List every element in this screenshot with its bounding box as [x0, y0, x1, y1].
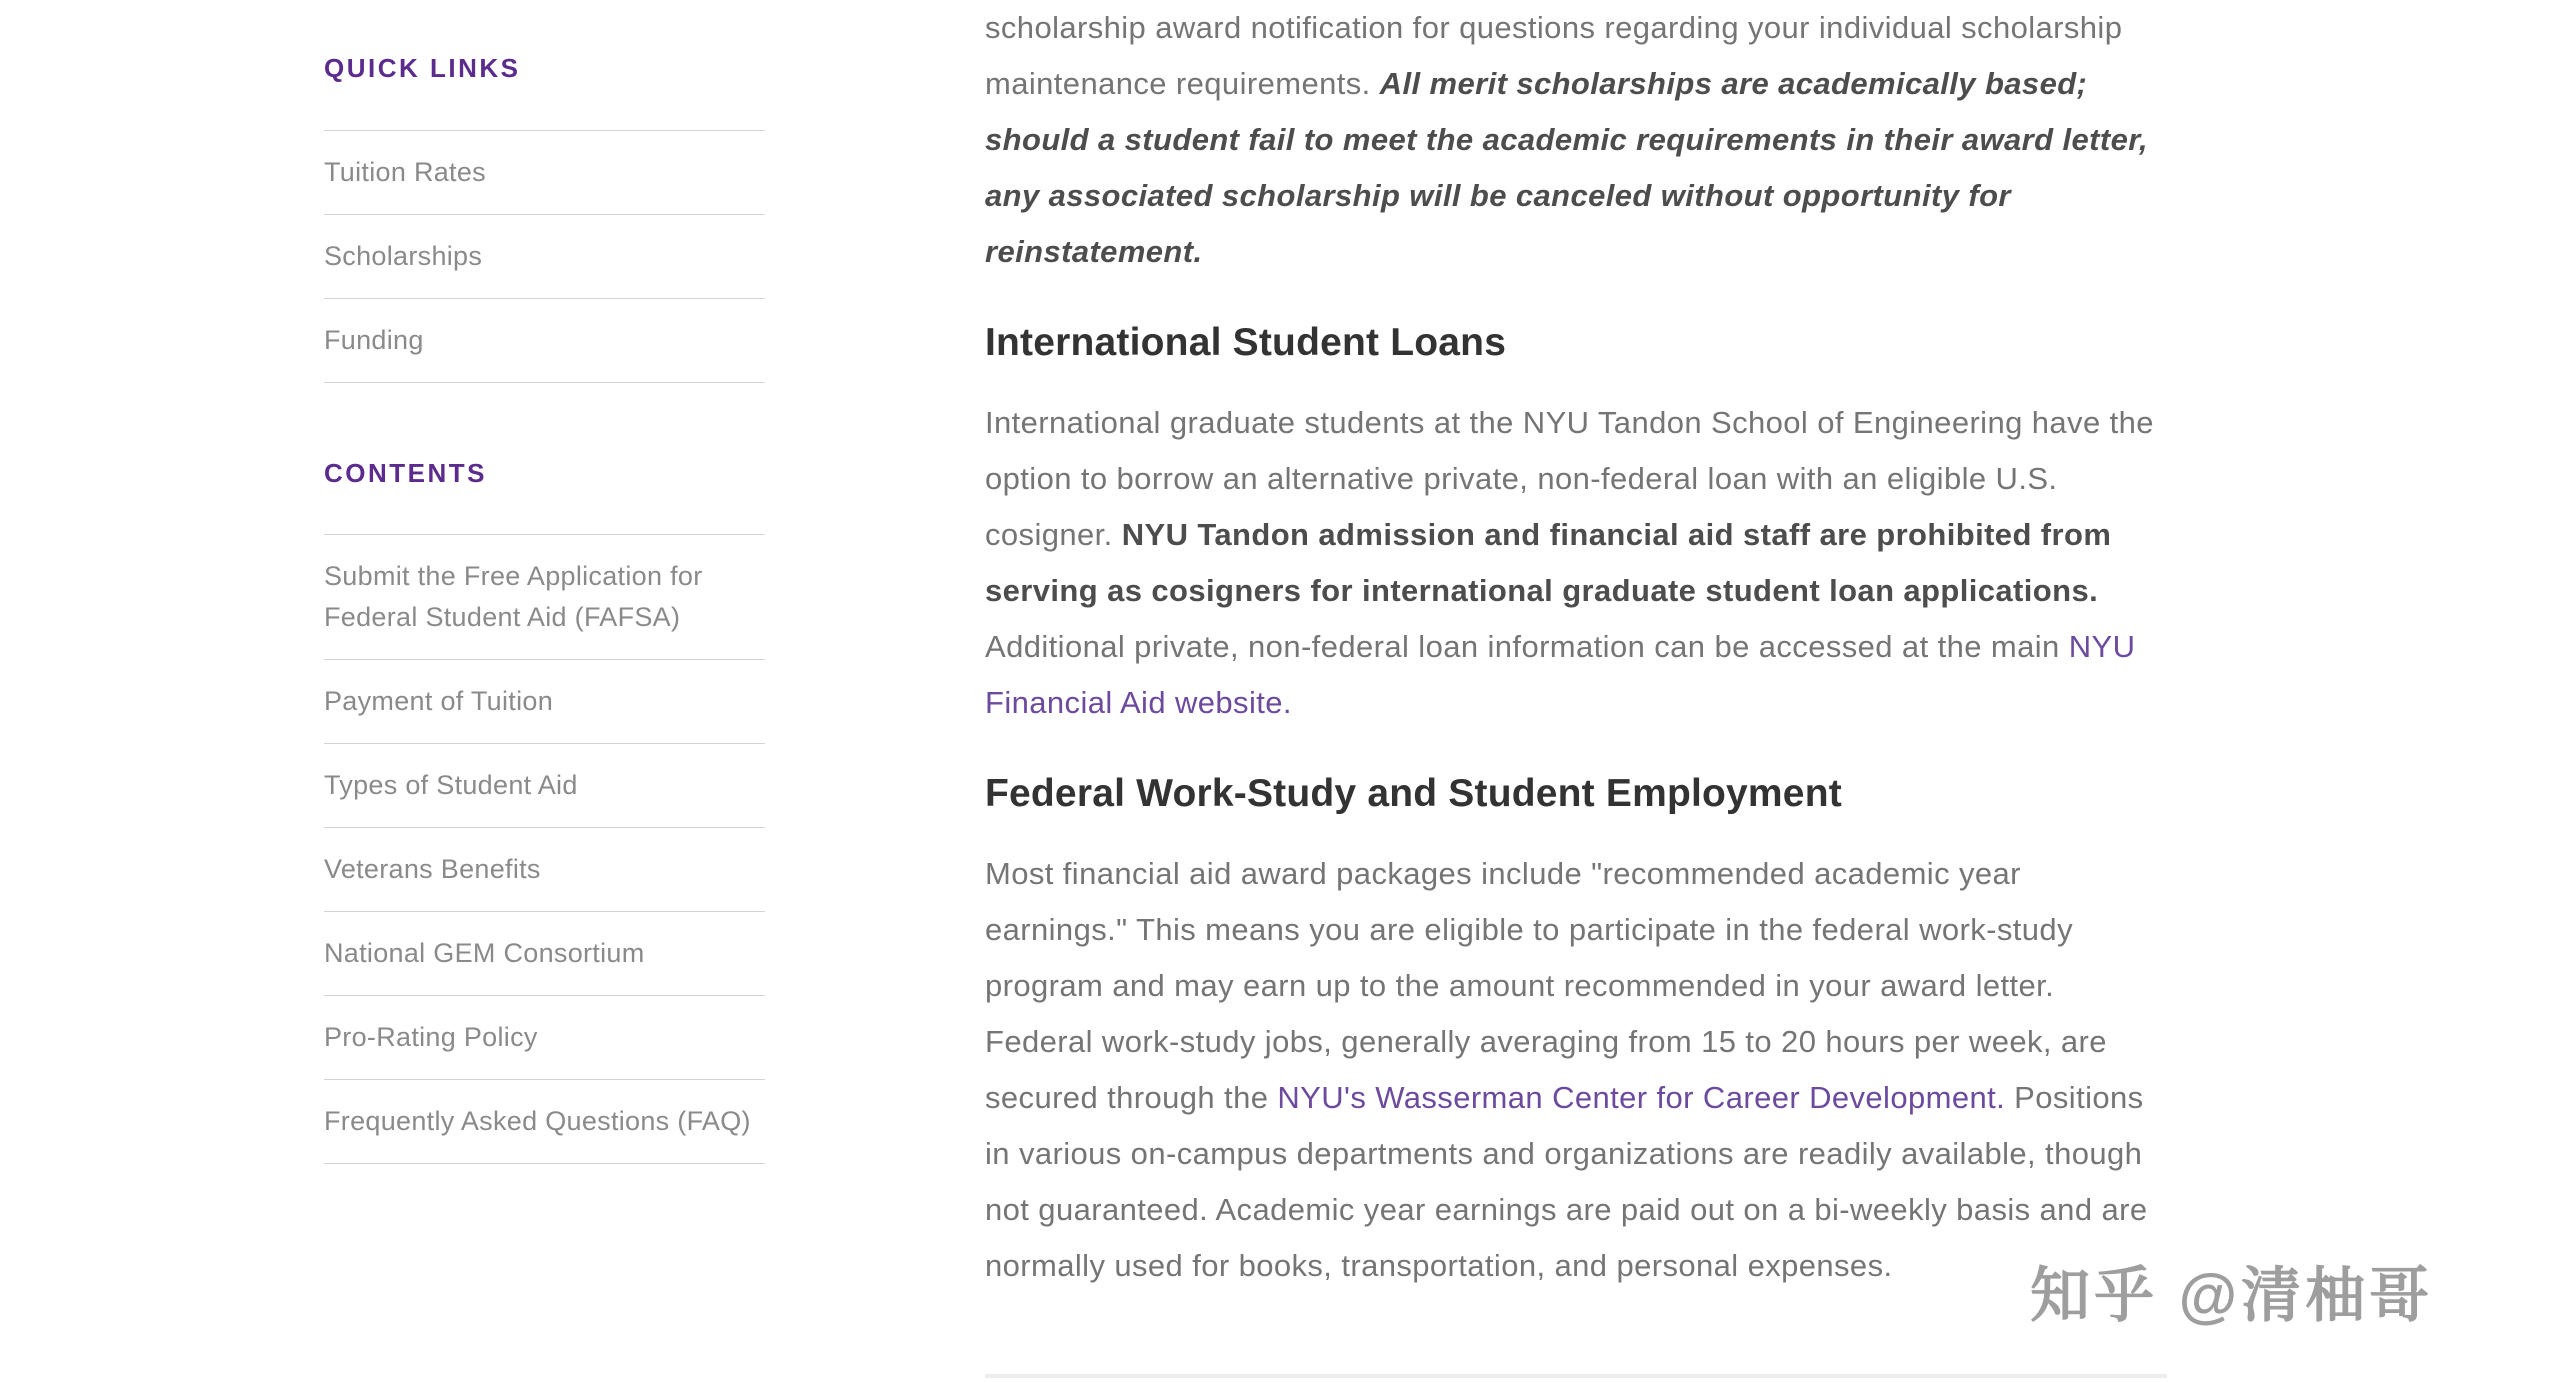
work-study-text-1: Most financial aid award packages include "recommended academic year earnings." This means you are eligible to participate in the federal work-study program and may earn up to the amount recommended in your award letter. Federal work-study jobs, generally averaging from 15 to 20 hours per week, are secured through the: [985, 856, 2107, 1115]
sidebar-item-national-gem-consortium[interactable]: National GEM Consortium: [324, 912, 765, 996]
zhihu-watermark: 知乎 @清柚哥: [2030, 1262, 2434, 1329]
international-loans-paragraph: [985, 395, 2170, 731]
sidebar-item-faq[interactable]: Frequently Asked Questions (FAQ): [324, 1080, 765, 1164]
section-divider: [985, 1374, 2167, 1378]
heading-international-student-loans: International Student Loans: [985, 321, 1507, 364]
sidebar-item-types-of-student-aid[interactable]: Types of Student Aid: [324, 744, 765, 828]
quick-links-list: [324, 130, 765, 383]
sidebar-item-pro-rating-policy[interactable]: Pro-Rating Policy: [324, 996, 765, 1080]
loans-text-1: International graduate students at the NYU Tandon School of Engineering have the option to borrow an alternative private, non-federal loan with an eligible U.S. cosigner.: [985, 405, 2154, 552]
nyu-financial-aid-website-link[interactable]: NYU Financial Aid website.: [985, 629, 2136, 720]
sidebar-item-fafsa[interactable]: Submit the Free Application for Federal Student Aid (FAFSA): [324, 535, 765, 660]
heading-federal-work-study: Federal Work-Study and Student Employment: [985, 772, 1842, 815]
loans-text-2: Additional private, non-federal loan information can be accessed at the main: [985, 629, 2069, 664]
quick-links-title: QUICK LINKS: [324, 53, 521, 83]
sidebar-item-scholarships[interactable]: Scholarships: [324, 215, 765, 299]
intro-lead-text: scholarship award notification for questions regarding your individual scholarship maintenance requirements.: [985, 10, 2123, 101]
work-study-text-2: Positions in various on-campus departments and organizations are readily available, though not guaranteed. Academic year earnings are paid out on a bi-weekly basis and are normally used for books, transportation, and personal expenses.: [985, 1080, 2148, 1283]
sidebar-item-payment-of-tuition[interactable]: Payment of Tuition: [324, 660, 765, 744]
sidebar-item-veterans-benefits[interactable]: Veterans Benefits: [324, 828, 765, 912]
article-content: [985, 0, 2170, 1334]
sidebar-item-tuition-rates[interactable]: Tuition Rates: [324, 131, 765, 215]
sidebar-item-funding[interactable]: Funding: [324, 299, 765, 383]
wasserman-center-link[interactable]: NYU's Wasserman Center for Career Development.: [1277, 1080, 2006, 1115]
contents-title: CONTENTS: [324, 458, 487, 488]
sidebar: [324, 55, 765, 1164]
cosigner-prohibition-bold: NYU Tandon admission and financial aid staff are prohibited from serving as cosigners for international graduate student loan applications.: [985, 517, 2112, 608]
merit-scholarship-emphasis: All merit scholarships are academically based; should a student fail to meet the academic requirements in their award letter, any associated scholarship will be canceled without opportunity for reinstatement.: [985, 66, 2148, 269]
scholarship-intro-paragraph: [985, 0, 2170, 280]
contents-list: [324, 534, 765, 1164]
work-study-paragraph: [985, 846, 2170, 1294]
